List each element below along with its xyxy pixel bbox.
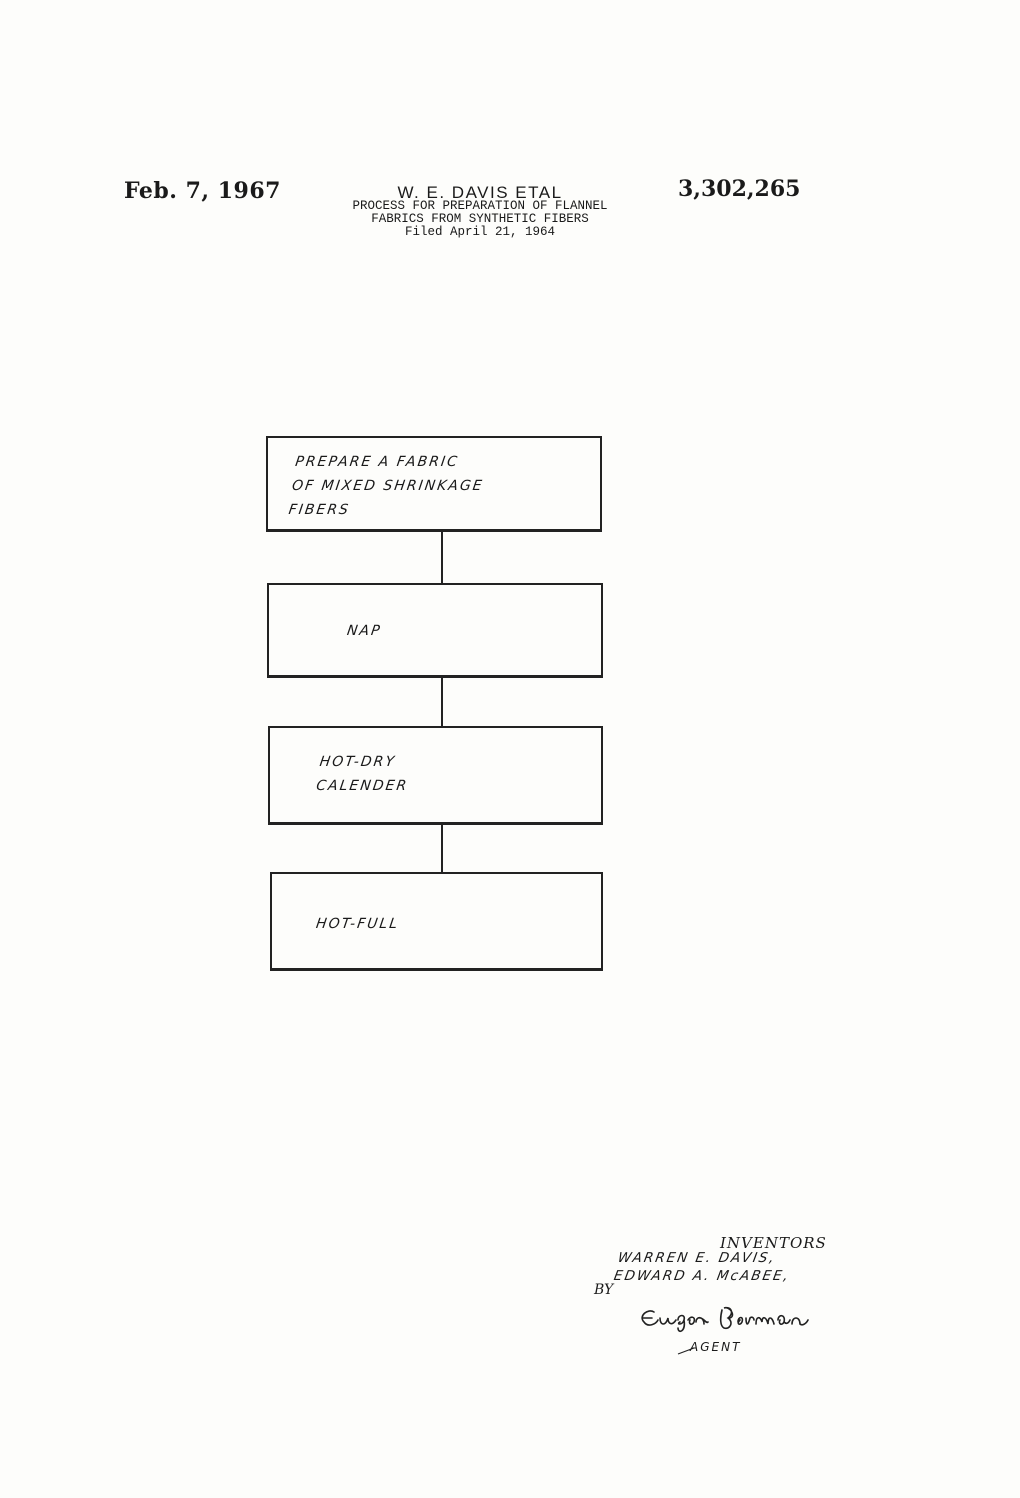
inventor-name: EDWARD A. McABEE, <box>612 1268 792 1284</box>
step-label-line: CALENDER <box>315 778 410 794</box>
step-label-line: NAP <box>345 623 383 639</box>
step-label-line: HOT-DRY <box>318 754 398 770</box>
inventors-short: W. E. DAVIS ETAL <box>397 183 563 202</box>
step-label-line: HOT-FULL <box>314 916 401 932</box>
step-label-line: FIBERS <box>287 502 352 518</box>
patent-date: Feb. 7, 1967 <box>124 178 281 204</box>
flowchart-step-prepare-fabric <box>266 436 602 532</box>
step-label-line: OF MIXED SHRINKAGE <box>290 478 485 494</box>
inventors-label: INVENTORS <box>720 1234 827 1252</box>
step-label-line: PREPARE A FABRIC <box>294 454 460 470</box>
by-label: BY <box>594 1282 614 1298</box>
patent-number: 3,302,265 <box>678 176 801 202</box>
agent-label: AGENT <box>690 1340 742 1354</box>
flowchart-step-hot-full <box>270 872 603 971</box>
patent-title-line: FABRICS FROM SYNTHETIC FIBERS <box>371 212 589 226</box>
flowchart-step-nap <box>267 583 603 678</box>
flowchart-step-hot-dry-calender <box>268 726 603 825</box>
step-label <box>314 912 400 936</box>
inventor-name: WARREN E. DAVIS, <box>616 1250 778 1266</box>
agent-signature <box>634 1302 834 1336</box>
step-label <box>345 619 383 643</box>
step-label <box>315 750 414 798</box>
flow-connector <box>441 532 443 584</box>
filing-date: Filed April 21, 1964 <box>404 225 556 239</box>
flow-connector <box>441 678 443 727</box>
patent-title-line: PROCESS FOR PREPARATION OF FLANNEL <box>352 199 608 213</box>
step-label <box>287 450 489 522</box>
patent-header-block <box>300 183 660 239</box>
flow-connector <box>441 825 443 872</box>
